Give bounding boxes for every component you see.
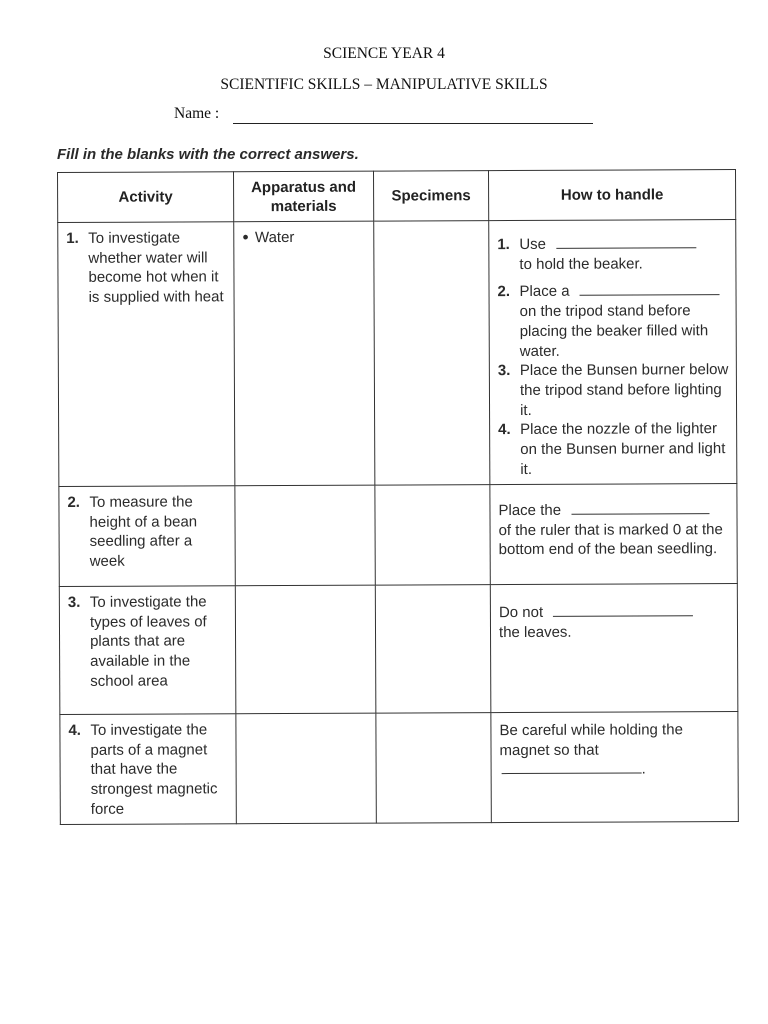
column-header-how-to-handle: How to handle: [488, 170, 735, 221]
apparatus-item: Water: [254, 228, 295, 247]
bullet-icon: ●: [242, 231, 249, 244]
handle-text: of the ruler that is marked 0 at the bottom end of the bean seedling.: [498, 520, 723, 559]
table-header-row: [58, 170, 736, 223]
specimens-cell[interactable]: [376, 713, 491, 824]
step-text: Place a: [519, 283, 570, 301]
activity-number: 4.: [68, 721, 81, 739]
step-text: Place the Bunsen burner below the tripod stand before lighting it.: [519, 361, 729, 419]
activity-text: To investigate the types of leaves of plants that are available in the school area: [89, 593, 207, 690]
name-blank[interactable]: [233, 123, 593, 124]
column-header-specimens: Specimens: [373, 171, 488, 222]
activity-cell: [59, 486, 235, 587]
handle-cell: [490, 584, 738, 713]
table-row: [60, 712, 738, 825]
step-number: 1.: [497, 236, 510, 254]
handle-text: Do not: [498, 603, 544, 622]
answer-blank[interactable]: [553, 602, 693, 617]
activity-text: To investigate the parts of a magnet that have the strongest magnetic force: [90, 721, 218, 818]
handle-step: [498, 360, 730, 420]
column-header-activity: Activity: [58, 172, 234, 223]
worksheet-subtitle: SCIENTIFIC SKILLS – MANIPULATIVE SKILLS: [220, 76, 548, 93]
apparatus-cell[interactable]: [234, 221, 375, 486]
answer-blank[interactable]: [502, 760, 642, 775]
handle-text: Place the: [498, 501, 562, 520]
step-number: 3.: [497, 362, 511, 380]
worksheet-title: SCIENCE YEAR 4: [323, 45, 445, 62]
apparatus-cell[interactable]: [236, 713, 376, 824]
answer-blank[interactable]: [580, 282, 720, 297]
handle-cell: [489, 220, 737, 485]
handle-step: [497, 281, 729, 361]
handle-step: [497, 234, 729, 274]
step-text: on the tripod stand before placing the beaker filled with water.: [519, 302, 709, 360]
answer-blank[interactable]: [556, 234, 696, 249]
handle-cell: [490, 484, 737, 585]
handle-text: Be careful while holding the magnet so that: [499, 721, 683, 759]
specimens-cell[interactable]: [375, 485, 490, 586]
activity-cell: [59, 586, 236, 715]
table-row: [58, 220, 737, 487]
apparatus-cell[interactable]: [235, 485, 375, 586]
activity-number: 1.: [66, 229, 79, 247]
step-text: to hold the beaker.: [519, 255, 643, 273]
handle-steps: [497, 234, 730, 479]
step-text: Place the nozzle of the lighter on the Bunsen burner and light it.: [520, 420, 726, 478]
step-text: Use: [519, 235, 547, 253]
handle-text: .: [641, 760, 646, 778]
handle-step: [498, 419, 730, 479]
instruction-text: Fill in the blanks with the correct answers.: [57, 146, 359, 163]
handle-cell: [491, 712, 738, 823]
specimens-cell[interactable]: [374, 221, 490, 485]
name-label: Name :: [174, 105, 220, 122]
activity-cell: [60, 714, 236, 825]
table-row: [59, 584, 738, 715]
activity-number: 3.: [67, 593, 81, 611]
activity-text: To measure the height of a bean seedling after a week: [89, 493, 198, 570]
activity-number: 2.: [67, 493, 80, 511]
handle-text: the leaves.: [498, 623, 572, 641]
step-number: 4.: [498, 421, 511, 439]
table-row: [59, 484, 737, 587]
specimens-cell[interactable]: [375, 585, 491, 714]
answer-blank[interactable]: [571, 500, 709, 515]
step-number: 2.: [497, 283, 511, 301]
column-header-apparatus: Apparatus and materials: [234, 171, 374, 222]
activity-cell: [58, 222, 235, 487]
activity-text: To investigate whether water will become hot when it is supplied with heat: [88, 229, 224, 306]
apparatus-cell[interactable]: [235, 585, 376, 714]
worksheet-table: [57, 169, 739, 825]
